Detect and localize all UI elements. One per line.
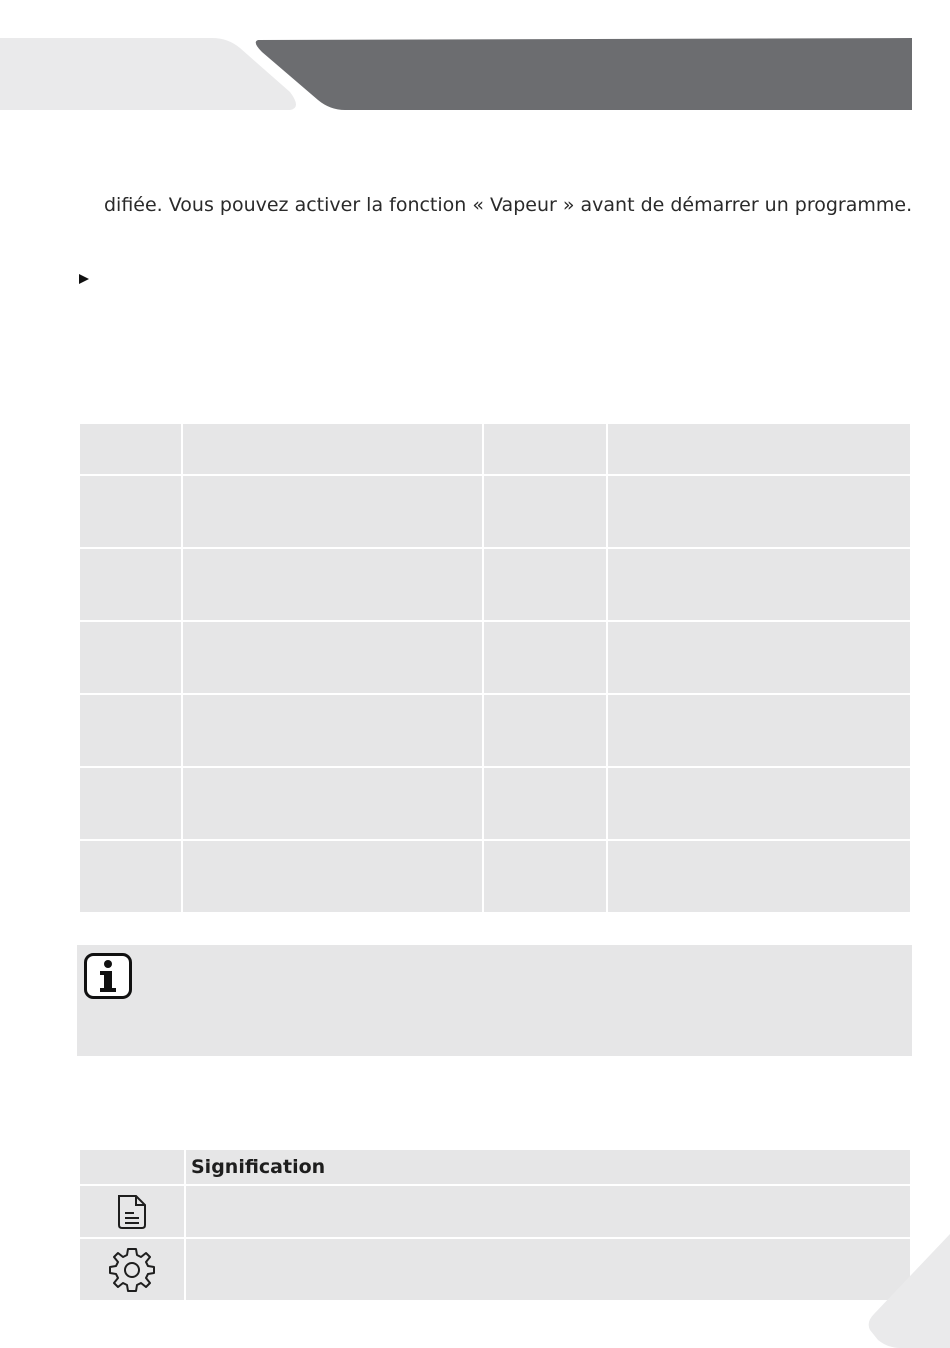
table-cell xyxy=(607,694,911,767)
table-cell xyxy=(483,840,607,913)
table-cell xyxy=(79,840,182,913)
table-header-row xyxy=(79,423,911,475)
legend-meaning-cell xyxy=(185,1185,911,1238)
body-text-line: difiée. Vous pouvez activer la fonction « Vapeur » avant de démarrer un programme. xyxy=(104,194,913,216)
legend-row xyxy=(79,1185,911,1238)
info-icon xyxy=(83,952,133,1000)
table-row xyxy=(79,840,911,913)
table-cell xyxy=(607,767,911,840)
settings-table xyxy=(78,422,912,914)
table-cell xyxy=(182,694,483,767)
table-row xyxy=(79,548,911,621)
triangle-bullet-icon xyxy=(78,272,90,286)
table-cell xyxy=(607,840,911,913)
table-cell xyxy=(79,767,182,840)
table-cell xyxy=(607,621,911,694)
table-cell xyxy=(182,767,483,840)
info-note-box xyxy=(77,945,912,1056)
table-cell xyxy=(483,548,607,621)
table-cell xyxy=(182,475,483,548)
page-corner-tab xyxy=(860,1230,950,1348)
table-cell xyxy=(79,621,182,694)
table-cell xyxy=(79,423,182,475)
table-cell xyxy=(607,423,911,475)
table-row xyxy=(79,694,911,767)
legend-header-symbol xyxy=(79,1149,185,1185)
legend-icon-cell xyxy=(79,1185,185,1238)
table-cell xyxy=(79,548,182,621)
legend-header-meaning: Signification xyxy=(185,1149,911,1185)
table-row xyxy=(79,621,911,694)
table-cell xyxy=(182,621,483,694)
legend-meaning-cell xyxy=(185,1238,911,1301)
document-lines-icon xyxy=(114,1193,150,1231)
legend-row xyxy=(79,1238,911,1301)
table-cell xyxy=(79,475,182,548)
table-cell xyxy=(79,694,182,767)
table-cell xyxy=(483,767,607,840)
table-cell xyxy=(182,840,483,913)
table-cell xyxy=(182,423,483,475)
symbol-legend-table xyxy=(78,1148,912,1302)
table-row xyxy=(79,767,911,840)
legend-icon-cell xyxy=(79,1238,185,1301)
table-cell xyxy=(483,621,607,694)
legend-header-row xyxy=(79,1149,911,1185)
table-cell xyxy=(182,548,483,621)
gear-icon xyxy=(106,1245,158,1295)
table-cell xyxy=(607,475,911,548)
table-cell xyxy=(607,548,911,621)
table-cell xyxy=(483,694,607,767)
table-cell xyxy=(483,475,607,548)
table-row xyxy=(79,475,911,548)
page-header-banner xyxy=(0,0,950,120)
table-cell xyxy=(483,423,607,475)
